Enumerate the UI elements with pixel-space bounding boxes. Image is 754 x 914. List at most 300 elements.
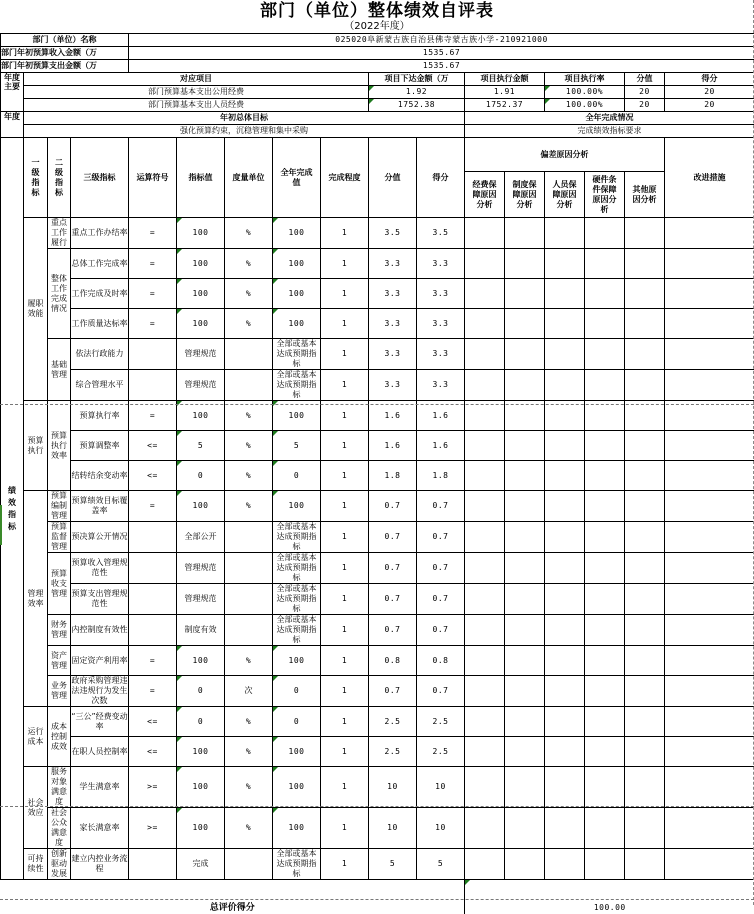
dev-funding-cell[interactable] (465, 431, 505, 461)
improve-cell[interactable] (665, 707, 754, 737)
indicator-score[interactable]: 0.7 (417, 615, 465, 646)
initial-goal-text[interactable]: 强化预算约束，沉稳管理和集中采购 (24, 125, 465, 138)
indicator-operator[interactable]: = (129, 249, 177, 279)
indicator-operator[interactable]: = (129, 646, 177, 676)
indicator-score[interactable]: 3.3 (417, 279, 465, 309)
dev-other-cell[interactable] (625, 401, 665, 431)
dev-other-cell[interactable] (625, 707, 665, 737)
dev-hardware-cell[interactable] (585, 737, 625, 767)
indicator-score[interactable]: 5 (417, 849, 465, 880)
indicator-operator[interactable] (129, 553, 177, 584)
dev-system-cell[interactable] (505, 522, 545, 553)
indicator-degree[interactable]: 1 (321, 218, 369, 249)
indicator-target[interactable]: 100 (177, 491, 225, 522)
indicator-unit[interactable] (225, 339, 273, 370)
indicator-degree[interactable]: 1 (321, 808, 369, 849)
level2-cell[interactable]: 预算执行效率 (48, 401, 71, 491)
total-value[interactable]: 100.00 (465, 880, 754, 914)
dev-funding-cell[interactable] (465, 309, 505, 339)
dev-other-cell[interactable] (625, 279, 665, 309)
indicator-name[interactable]: 预算执行率 (71, 401, 129, 431)
indicator-name[interactable]: 预决算公开情况 (71, 522, 129, 553)
dev-funding-cell[interactable] (465, 707, 505, 737)
dev-hardware-cell[interactable] (585, 279, 625, 309)
indicator-weight[interactable]: 2.5 (369, 737, 417, 767)
indicator-weight[interactable]: 10 (369, 808, 417, 849)
major-score-value[interactable]: 20 (665, 99, 754, 112)
completion-text[interactable]: 完成绩效指标要求 (465, 125, 754, 138)
indicator-name[interactable]: 内控制度有效性 (71, 615, 129, 646)
dev-other-cell[interactable] (625, 491, 665, 522)
level2-cell[interactable]: 业务管理 (48, 676, 71, 707)
indicator-weight[interactable]: 10 (369, 767, 417, 808)
unit-name-value[interactable]: 025020阜新蒙古族自治县佛寺蒙古族小学-210921000 (129, 34, 754, 47)
improve-cell[interactable] (665, 646, 754, 676)
indicator-degree[interactable]: 1 (321, 249, 369, 279)
dev-funding-cell[interactable] (465, 808, 505, 849)
rate-value[interactable]: 100.00% (545, 86, 625, 99)
indicator-score[interactable]: 0.7 (417, 553, 465, 584)
dev-funding-cell[interactable] (465, 676, 505, 707)
indicator-score[interactable]: 1.8 (417, 461, 465, 491)
expense-value[interactable]: 1535.67 (129, 60, 754, 73)
indicator-name[interactable]: 预算收入管理规范性 (71, 553, 129, 584)
dev-other-cell[interactable] (625, 309, 665, 339)
indicator-score[interactable]: 0.7 (417, 676, 465, 707)
executed-value[interactable]: 1.91 (465, 86, 545, 99)
dev-hardware-cell[interactable] (585, 249, 625, 279)
dev-staff-cell[interactable] (545, 737, 585, 767)
indicator-unit[interactable]: % (225, 431, 273, 461)
improve-cell[interactable] (665, 401, 754, 431)
level2-cell[interactable]: 整体工作完成情况 (48, 249, 71, 339)
indicator-actual[interactable]: 全部或基本达成预期指标 (273, 584, 321, 615)
dev-system-cell[interactable] (505, 646, 545, 676)
indicator-operator[interactable]: >= (129, 808, 177, 849)
dev-hardware-cell[interactable] (585, 431, 625, 461)
indicator-operator[interactable]: = (129, 309, 177, 339)
indicator-name[interactable]: 固定资产利用率 (71, 646, 129, 676)
dev-hardware-cell[interactable] (585, 522, 625, 553)
indicator-score[interactable]: 1.6 (417, 401, 465, 431)
indicator-score[interactable]: 3.5 (417, 218, 465, 249)
level2-cell[interactable]: 预算监督管理 (48, 522, 71, 553)
dev-staff-cell[interactable] (545, 491, 585, 522)
improve-cell[interactable] (665, 553, 754, 584)
indicator-target[interactable]: 0 (177, 676, 225, 707)
dev-other-cell[interactable] (625, 808, 665, 849)
indicator-weight[interactable]: 0.8 (369, 646, 417, 676)
dev-staff-cell[interactable] (545, 370, 585, 401)
dev-funding-cell[interactable] (465, 491, 505, 522)
indicator-actual[interactable]: 全部或基本达成预期指标 (273, 522, 321, 553)
indicator-unit[interactable] (225, 553, 273, 584)
indicator-name[interactable]: 综合管理水平 (71, 370, 129, 401)
dev-hardware-cell[interactable] (585, 808, 625, 849)
indicator-target[interactable]: 100 (177, 737, 225, 767)
indicator-target[interactable]: 100 (177, 279, 225, 309)
executed-value[interactable]: 1752.37 (465, 99, 545, 112)
dev-staff-cell[interactable] (545, 279, 585, 309)
indicator-target[interactable]: 100 (177, 808, 225, 849)
dev-system-cell[interactable] (505, 309, 545, 339)
dev-system-cell[interactable] (505, 401, 545, 431)
indicator-target[interactable]: 管理规范 (177, 339, 225, 370)
dev-system-cell[interactable] (505, 676, 545, 707)
indicator-unit[interactable]: % (225, 707, 273, 737)
improve-cell[interactable] (665, 676, 754, 707)
indicator-weight[interactable]: 0.7 (369, 615, 417, 646)
dev-system-cell[interactable] (505, 491, 545, 522)
dev-hardware-cell[interactable] (585, 849, 625, 880)
dev-other-cell[interactable] (625, 767, 665, 808)
dev-staff-cell[interactable] (545, 707, 585, 737)
indicator-unit[interactable]: 次 (225, 676, 273, 707)
dev-hardware-cell[interactable] (585, 401, 625, 431)
major-weight-value[interactable]: 20 (625, 86, 665, 99)
dev-staff-cell[interactable] (545, 553, 585, 584)
indicator-score[interactable]: 10 (417, 808, 465, 849)
level2-cell[interactable]: 预算编制管理 (48, 491, 71, 522)
indicator-degree[interactable]: 1 (321, 849, 369, 880)
improve-cell[interactable] (665, 615, 754, 646)
dev-funding-cell[interactable] (465, 767, 505, 808)
indicator-score[interactable]: 2.5 (417, 707, 465, 737)
dev-funding-cell[interactable] (465, 584, 505, 615)
indicator-name[interactable]: 预算调整率 (71, 431, 129, 461)
dev-other-cell[interactable] (625, 370, 665, 401)
indicator-target[interactable]: 100 (177, 767, 225, 808)
level1-cell[interactable]: 运行成本 (24, 707, 48, 767)
level2-cell[interactable]: 创新驱动发展 (48, 849, 71, 880)
indicator-name[interactable]: 政府采购管理违法违规行为发生次数 (71, 676, 129, 707)
improve-cell[interactable] (665, 279, 754, 309)
dev-system-cell[interactable] (505, 849, 545, 880)
indicator-operator[interactable]: <= (129, 431, 177, 461)
indicator-actual[interactable]: 全部或基本达成预期指标 (273, 553, 321, 584)
dev-hardware-cell[interactable] (585, 553, 625, 584)
indicator-degree[interactable]: 1 (321, 522, 369, 553)
level2-cell[interactable]: 预算收支管理 (48, 553, 71, 615)
indicator-degree[interactable]: 1 (321, 401, 369, 431)
dev-hardware-cell[interactable] (585, 615, 625, 646)
indicator-degree[interactable]: 1 (321, 584, 369, 615)
indicator-operator[interactable] (129, 370, 177, 401)
level2-cell[interactable]: 社会公众满意度 (48, 808, 71, 849)
dev-other-cell[interactable] (625, 646, 665, 676)
indicator-operator[interactable]: <= (129, 461, 177, 491)
indicator-score[interactable]: 2.5 (417, 737, 465, 767)
improve-cell[interactable] (665, 849, 754, 880)
indicator-unit[interactable]: % (225, 767, 273, 808)
indicator-score[interactable]: 3.3 (417, 339, 465, 370)
dev-funding-cell[interactable] (465, 646, 505, 676)
indicator-target[interactable]: 5 (177, 431, 225, 461)
indicator-unit[interactable] (225, 370, 273, 401)
dev-system-cell[interactable] (505, 461, 545, 491)
indicator-target[interactable]: 0 (177, 461, 225, 491)
improve-cell[interactable] (665, 370, 754, 401)
indicator-name[interactable]: 工作质量达标率 (71, 309, 129, 339)
indicator-score[interactable]: 3.3 (417, 370, 465, 401)
dev-system-cell[interactable] (505, 339, 545, 370)
dev-hardware-cell[interactable] (585, 707, 625, 737)
major-item-name[interactable]: 部门预算基本支出人员经费 (24, 99, 369, 112)
dev-system-cell[interactable] (505, 808, 545, 849)
indicator-name[interactable]: 依法行政能力 (71, 339, 129, 370)
indicator-degree[interactable]: 1 (321, 431, 369, 461)
dev-system-cell[interactable] (505, 615, 545, 646)
dev-funding-cell[interactable] (465, 401, 505, 431)
indicator-actual[interactable]: 全部或基本达成预期指标 (273, 849, 321, 880)
dev-other-cell[interactable] (625, 676, 665, 707)
indicator-weight[interactable]: 0.7 (369, 676, 417, 707)
allocated-value[interactable]: 1.92 (369, 86, 465, 99)
indicator-weight[interactable]: 0.7 (369, 522, 417, 553)
dev-staff-cell[interactable] (545, 767, 585, 808)
dev-funding-cell[interactable] (465, 737, 505, 767)
dev-funding-cell[interactable] (465, 615, 505, 646)
indicator-actual[interactable]: 100 (273, 309, 321, 339)
rate-value[interactable]: 100.00% (545, 99, 625, 112)
improve-cell[interactable] (665, 767, 754, 808)
indicator-target[interactable]: 管理规范 (177, 584, 225, 615)
dev-system-cell[interactable] (505, 249, 545, 279)
dev-hardware-cell[interactable] (585, 339, 625, 370)
indicator-target[interactable]: 100 (177, 249, 225, 279)
indicator-weight[interactable]: 3.3 (369, 339, 417, 370)
dev-other-cell[interactable] (625, 849, 665, 880)
dev-other-cell[interactable] (625, 249, 665, 279)
indicator-operator[interactable]: <= (129, 707, 177, 737)
improve-cell[interactable] (665, 808, 754, 849)
dev-funding-cell[interactable] (465, 339, 505, 370)
indicator-unit[interactable] (225, 849, 273, 880)
dev-system-cell[interactable] (505, 279, 545, 309)
dev-system-cell[interactable] (505, 584, 545, 615)
indicator-score[interactable]: 3.3 (417, 249, 465, 279)
major-weight-value[interactable]: 20 (625, 99, 665, 112)
indicator-operator[interactable]: >= (129, 767, 177, 808)
indicator-weight[interactable]: 2.5 (369, 707, 417, 737)
dev-hardware-cell[interactable] (585, 646, 625, 676)
indicator-degree[interactable]: 1 (321, 309, 369, 339)
indicator-score[interactable]: 1.6 (417, 431, 465, 461)
indicator-degree[interactable]: 1 (321, 615, 369, 646)
indicator-name[interactable]: 总体工作完成率 (71, 249, 129, 279)
indicator-actual[interactable]: 全部或基本达成预期指标 (273, 339, 321, 370)
indicator-unit[interactable] (225, 584, 273, 615)
improve-cell[interactable] (665, 461, 754, 491)
indicator-degree[interactable]: 1 (321, 339, 369, 370)
indicator-unit[interactable]: % (225, 309, 273, 339)
indicator-score[interactable]: 0.7 (417, 584, 465, 615)
indicator-actual[interactable]: 全部或基本达成预期指标 (273, 370, 321, 401)
dev-other-cell[interactable] (625, 737, 665, 767)
indicator-target[interactable]: 100 (177, 646, 225, 676)
dev-hardware-cell[interactable] (585, 767, 625, 808)
dev-hardware-cell[interactable] (585, 676, 625, 707)
dev-staff-cell[interactable] (545, 646, 585, 676)
indicator-degree[interactable]: 1 (321, 491, 369, 522)
income-value[interactable]: 1535.67 (129, 47, 754, 60)
level1-cell[interactable]: 履职效能 (24, 218, 48, 401)
indicator-name[interactable]: “三公”经费变动率 (71, 707, 129, 737)
major-score-value[interactable]: 20 (665, 86, 754, 99)
dev-hardware-cell[interactable] (585, 461, 625, 491)
indicator-degree[interactable]: 1 (321, 279, 369, 309)
dev-system-cell[interactable] (505, 707, 545, 737)
indicator-weight[interactable]: 3.3 (369, 370, 417, 401)
indicator-actual[interactable]: 100 (273, 401, 321, 431)
indicator-unit[interactable]: % (225, 401, 273, 431)
indicator-weight[interactable]: 3.3 (369, 249, 417, 279)
indicator-unit[interactable] (225, 615, 273, 646)
indicator-actual[interactable]: 100 (273, 491, 321, 522)
dev-funding-cell[interactable] (465, 522, 505, 553)
indicator-operator[interactable]: = (129, 676, 177, 707)
dev-staff-cell[interactable] (545, 584, 585, 615)
indicator-name[interactable]: 预算绩效目标覆盖率 (71, 491, 129, 522)
indicator-weight[interactable]: 3.5 (369, 218, 417, 249)
dev-other-cell[interactable] (625, 615, 665, 646)
dev-staff-cell[interactable] (545, 461, 585, 491)
indicator-actual[interactable]: 100 (273, 737, 321, 767)
level2-cell[interactable]: 服务对象满意度 (48, 767, 71, 808)
dev-funding-cell[interactable] (465, 249, 505, 279)
dev-hardware-cell[interactable] (585, 370, 625, 401)
dev-staff-cell[interactable] (545, 615, 585, 646)
dev-funding-cell[interactable] (465, 370, 505, 401)
indicator-unit[interactable]: % (225, 491, 273, 522)
indicator-actual[interactable]: 100 (273, 218, 321, 249)
dev-staff-cell[interactable] (545, 401, 585, 431)
indicator-operator[interactable] (129, 584, 177, 615)
dev-staff-cell[interactable] (545, 249, 585, 279)
indicator-target[interactable]: 完成 (177, 849, 225, 880)
improve-cell[interactable] (665, 309, 754, 339)
indicator-degree[interactable]: 1 (321, 767, 369, 808)
improve-cell[interactable] (665, 491, 754, 522)
indicator-actual[interactable]: 100 (273, 646, 321, 676)
indicator-operator[interactable] (129, 615, 177, 646)
indicator-target[interactable]: 全部公开 (177, 522, 225, 553)
dev-hardware-cell[interactable] (585, 584, 625, 615)
indicator-target[interactable]: 100 (177, 309, 225, 339)
indicator-degree[interactable]: 1 (321, 370, 369, 401)
indicator-actual[interactable]: 0 (273, 461, 321, 491)
indicator-unit[interactable]: % (225, 737, 273, 767)
level2-cell[interactable]: 财务管理 (48, 615, 71, 646)
indicator-target[interactable]: 管理规范 (177, 553, 225, 584)
level1-cell[interactable]: 可持续性 (24, 849, 48, 880)
dev-funding-cell[interactable] (465, 553, 505, 584)
dev-system-cell[interactable] (505, 767, 545, 808)
indicator-name[interactable]: 预算支出管理规范性 (71, 584, 129, 615)
indicator-name[interactable]: 家长满意率 (71, 808, 129, 849)
indicator-score[interactable]: 0.8 (417, 646, 465, 676)
dev-other-cell[interactable] (625, 339, 665, 370)
indicator-score[interactable]: 3.3 (417, 309, 465, 339)
dev-funding-cell[interactable] (465, 849, 505, 880)
dev-hardware-cell[interactable] (585, 309, 625, 339)
improve-cell[interactable] (665, 431, 754, 461)
indicator-actual[interactable]: 5 (273, 431, 321, 461)
dev-staff-cell[interactable] (545, 849, 585, 880)
dev-other-cell[interactable] (625, 553, 665, 584)
level1-cell[interactable]: 社会效应 (24, 767, 48, 849)
allocated-value[interactable]: 1752.38 (369, 99, 465, 112)
indicator-weight[interactable]: 3.3 (369, 309, 417, 339)
dev-funding-cell[interactable] (465, 279, 505, 309)
indicator-degree[interactable]: 1 (321, 707, 369, 737)
indicator-actual[interactable]: 100 (273, 279, 321, 309)
dev-staff-cell[interactable] (545, 339, 585, 370)
indicator-unit[interactable]: % (225, 646, 273, 676)
dev-hardware-cell[interactable] (585, 218, 625, 249)
dev-system-cell[interactable] (505, 370, 545, 401)
dev-hardware-cell[interactable] (585, 491, 625, 522)
dev-staff-cell[interactable] (545, 676, 585, 707)
indicator-operator[interactable] (129, 849, 177, 880)
indicator-name[interactable]: 学生满意率 (71, 767, 129, 808)
indicator-degree[interactable]: 1 (321, 737, 369, 767)
dev-staff-cell[interactable] (545, 309, 585, 339)
dev-staff-cell[interactable] (545, 431, 585, 461)
indicator-actual[interactable]: 全部或基本达成预期指标 (273, 615, 321, 646)
dev-funding-cell[interactable] (465, 461, 505, 491)
indicator-unit[interactable]: % (225, 218, 273, 249)
indicator-name[interactable]: 建立内控业务流程 (71, 849, 129, 880)
dev-system-cell[interactable] (505, 737, 545, 767)
indicator-operator[interactable]: = (129, 491, 177, 522)
dev-funding-cell[interactable] (465, 218, 505, 249)
indicator-name[interactable]: 结转结余变动率 (71, 461, 129, 491)
indicator-unit[interactable]: % (225, 249, 273, 279)
indicator-degree[interactable]: 1 (321, 676, 369, 707)
indicator-operator[interactable] (129, 339, 177, 370)
indicator-target[interactable]: 制度有效 (177, 615, 225, 646)
indicator-name[interactable]: 重点工作办结率 (71, 218, 129, 249)
level2-cell[interactable]: 成本控制成效 (48, 707, 71, 767)
indicator-actual[interactable]: 100 (273, 808, 321, 849)
dev-system-cell[interactable] (505, 553, 545, 584)
level1-cell[interactable]: 管理效率 (24, 491, 48, 707)
indicator-score[interactable]: 10 (417, 767, 465, 808)
indicator-name[interactable]: 在职人员控制率 (71, 737, 129, 767)
dev-other-cell[interactable] (625, 522, 665, 553)
dev-other-cell[interactable] (625, 584, 665, 615)
improve-cell[interactable] (665, 218, 754, 249)
improve-cell[interactable] (665, 584, 754, 615)
indicator-operator[interactable] (129, 522, 177, 553)
dev-other-cell[interactable] (625, 431, 665, 461)
indicator-unit[interactable] (225, 522, 273, 553)
indicator-degree[interactable]: 1 (321, 646, 369, 676)
indicator-actual[interactable]: 0 (273, 676, 321, 707)
dev-system-cell[interactable] (505, 431, 545, 461)
dev-staff-cell[interactable] (545, 522, 585, 553)
level2-cell[interactable]: 资产管理 (48, 646, 71, 676)
indicator-unit[interactable]: % (225, 461, 273, 491)
indicator-target[interactable]: 100 (177, 218, 225, 249)
indicator-degree[interactable]: 1 (321, 461, 369, 491)
indicator-operator[interactable]: <= (129, 737, 177, 767)
indicator-weight[interactable]: 3.3 (369, 279, 417, 309)
indicator-actual[interactable]: 100 (273, 249, 321, 279)
indicator-unit[interactable]: % (225, 808, 273, 849)
major-item-name[interactable]: 部门预算基本支出公用经费 (24, 86, 369, 99)
